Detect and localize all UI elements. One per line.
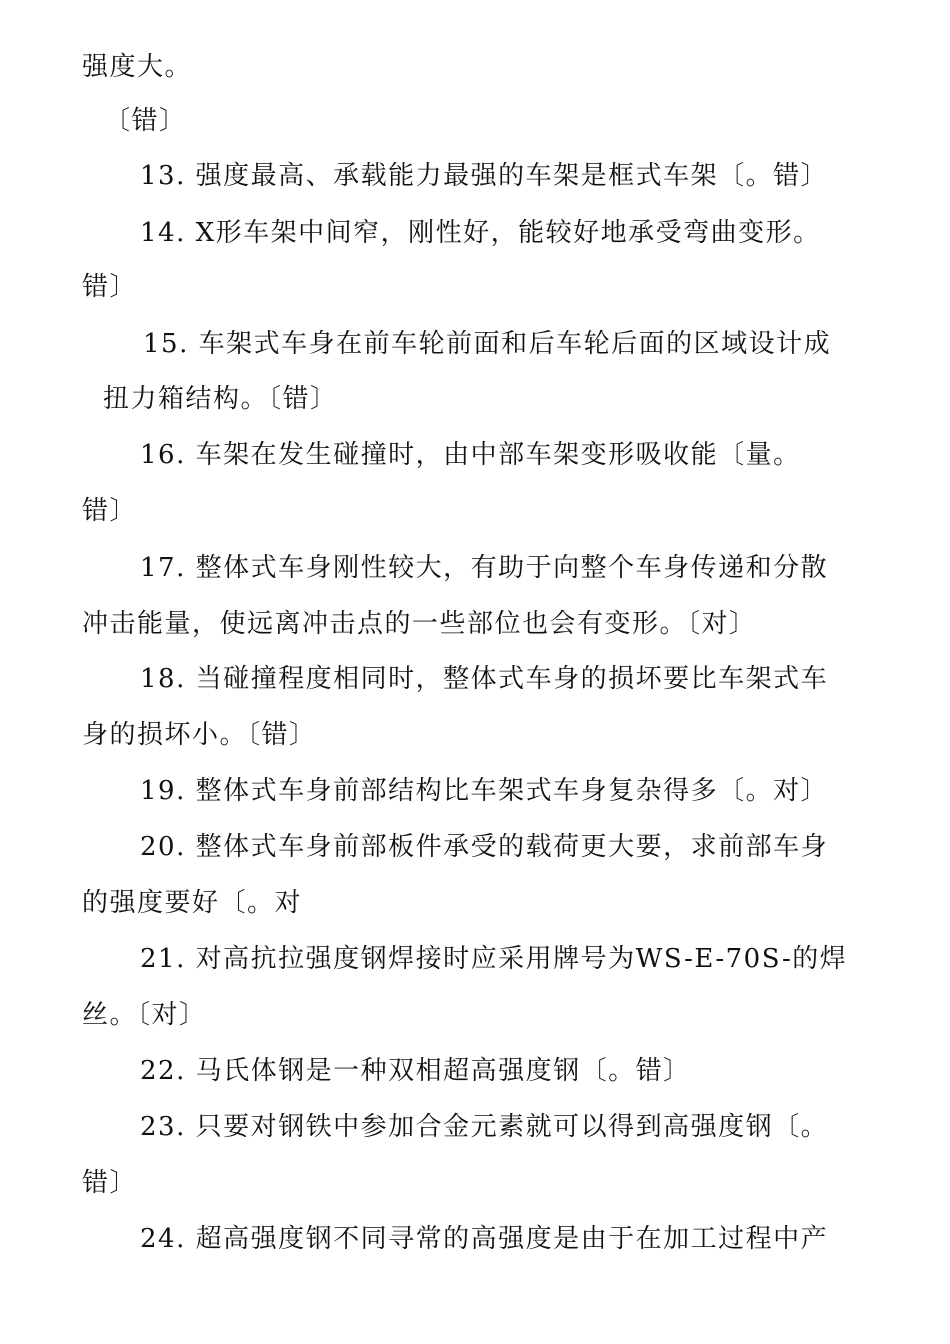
text-line: 22. 马氏体钢是一种双相超高强度钢〔。错〕 — [140, 1056, 691, 1086]
text-line: 24. 超高强度钢不同寻常的高强度是由于在加工过程中产 — [140, 1224, 829, 1254]
text-line: 13. 强度最高、承载能力最强的车架是框式车架〔。错〕 — [140, 161, 829, 191]
text-line: 丝。〔对〕 — [82, 1000, 207, 1030]
text-line: 18. 当碰撞程度相同时，整体式车身的损坏要比车架式车 — [140, 664, 829, 694]
text-line: 15. 车架式车身在前车轮前面和后车轮后面的区域设计成 — [143, 329, 832, 359]
text-line: 20. 整体式车身前部板件承受的载荷更大要，求前部车身 — [140, 832, 829, 862]
text-line: 17. 整体式车身刚性较大，有助于向整个车身传递和分散 — [140, 553, 829, 583]
text-line: 的强度要好〔。对 — [82, 888, 303, 918]
text-line: 错〕 — [82, 496, 138, 526]
text-line: 错〕 — [82, 272, 138, 302]
text-line: 扭力箱结构。〔错〕 — [103, 384, 338, 414]
text-line: 23. 只要对钢铁中参加合金元素就可以得到高强度钢〔。 — [140, 1112, 829, 1142]
text-line: 〔错〕 — [104, 106, 187, 136]
text-line: 身的损坏小。〔错〕 — [82, 720, 317, 750]
text-line: 16. 车架在发生碰撞时，由中部车架变形吸收能〔量。 — [140, 440, 801, 470]
text-line: 21. 对高抗拉强度钢焊接时应采用牌号为WS-E-70S-的焊 — [140, 944, 848, 974]
text-line: 错〕 — [82, 1168, 138, 1198]
text-line: 19. 整体式车身前部结构比车架式车身复杂得多〔。对〕 — [140, 776, 829, 806]
text-line: 14. X形车架中间窄，刚性好，能较好地承受弯曲变形。 — [140, 218, 821, 248]
text-line: 强度大。 — [82, 52, 193, 82]
text-line: 冲击能量，使远离冲击点的一些部位也会有变形。〔对〕 — [82, 609, 757, 639]
